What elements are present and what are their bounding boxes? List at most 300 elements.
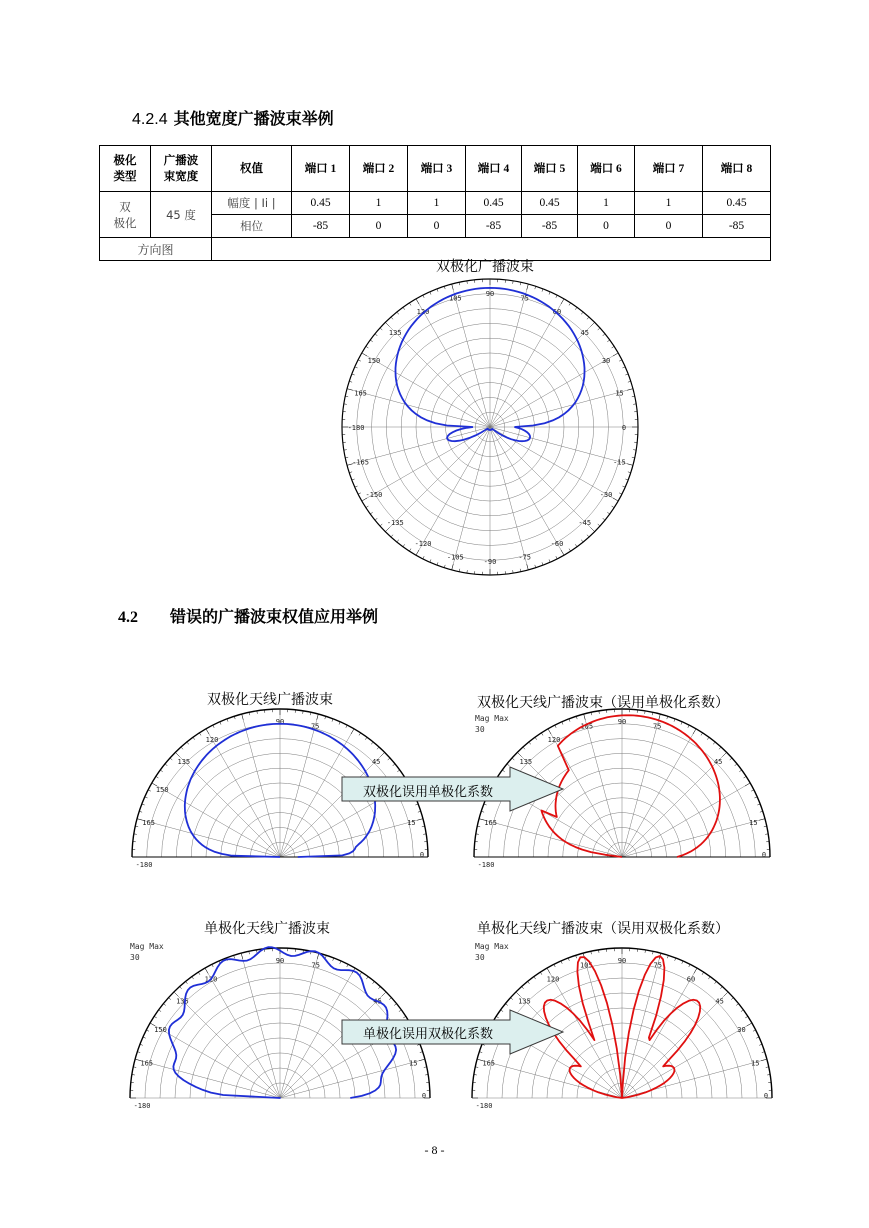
grid-spoke xyxy=(206,729,280,857)
tick xyxy=(391,535,393,537)
table-cell: 1 xyxy=(408,192,466,215)
tick xyxy=(192,977,194,979)
angle-label: 30 xyxy=(601,357,611,365)
angle-label: 15 xyxy=(749,818,758,827)
tick xyxy=(206,729,209,734)
tick xyxy=(371,742,373,744)
table-cell: 0 xyxy=(578,215,635,238)
angle-label: 75 xyxy=(652,722,662,731)
tick xyxy=(569,549,571,552)
table-cell: 0 xyxy=(350,215,408,238)
tick xyxy=(430,292,431,295)
tick xyxy=(590,322,594,326)
angle-label: 75 xyxy=(311,961,320,970)
tick xyxy=(394,1004,396,1006)
tick xyxy=(575,307,577,309)
tick xyxy=(377,747,379,749)
tick xyxy=(505,1004,507,1006)
angle-label: 105 xyxy=(579,961,593,970)
tick xyxy=(373,981,375,983)
angle-label: -180 xyxy=(133,1102,151,1108)
header-port: 端口 3 xyxy=(408,146,466,192)
grid-spoke xyxy=(280,1059,425,1098)
table-cell: 1 xyxy=(578,192,635,215)
tick xyxy=(613,353,618,356)
tick xyxy=(380,524,382,526)
tick xyxy=(391,317,393,319)
tick xyxy=(761,1059,767,1061)
angle-label: 75 xyxy=(653,961,662,970)
tick xyxy=(745,1016,748,1018)
angle-label: 135 xyxy=(177,757,191,766)
tick xyxy=(366,977,368,979)
tick xyxy=(380,328,382,330)
tick xyxy=(397,312,399,314)
header-polarization: 极化 类型 xyxy=(100,146,151,192)
section-number: 4.2.4 xyxy=(132,111,168,128)
angle-label: -180 xyxy=(347,424,365,432)
angle-label: 120 xyxy=(204,975,218,984)
angle-label: 165 xyxy=(482,1059,496,1068)
tick xyxy=(547,968,550,973)
tick xyxy=(736,1004,738,1006)
section2-number: 4.2 xyxy=(118,609,138,626)
tick xyxy=(512,758,514,760)
tick xyxy=(540,972,542,975)
tick xyxy=(581,312,583,314)
grid-spoke xyxy=(622,783,750,857)
tick xyxy=(193,737,195,739)
table-cell: 0.45 xyxy=(466,192,522,215)
pattern-row xyxy=(100,238,771,261)
angle-label: 165 xyxy=(140,1059,154,1068)
header-port: 端口 6 xyxy=(578,146,635,192)
tick xyxy=(584,714,586,720)
tick xyxy=(382,992,386,996)
tick xyxy=(419,1059,425,1061)
angle-label: 45 xyxy=(713,757,723,766)
grid-spoke xyxy=(205,968,280,1098)
header-port: 端口 8 xyxy=(703,146,771,192)
tick xyxy=(735,764,737,766)
angle-label: 120 xyxy=(416,307,430,316)
angle-label: 0 xyxy=(621,424,627,432)
table-cell: -85 xyxy=(703,215,771,238)
table-cell: 0 xyxy=(408,215,466,238)
tick xyxy=(549,292,550,295)
tick xyxy=(561,299,564,304)
grid-spoke xyxy=(490,427,595,532)
angle-label: 165 xyxy=(354,389,367,398)
tick xyxy=(181,747,183,749)
grid-spoke xyxy=(622,968,697,1098)
table-header-row xyxy=(100,146,771,192)
tick xyxy=(603,334,605,336)
tick xyxy=(416,550,419,555)
arrow-label: 单极化误用双极化系数 xyxy=(363,1027,494,1042)
grid-spoke xyxy=(490,389,633,427)
tick xyxy=(154,1016,157,1018)
row-label: 幅度 | Ii | xyxy=(212,192,292,215)
header-port: 端口 4 xyxy=(466,146,522,192)
tick xyxy=(378,987,380,989)
tick xyxy=(529,742,531,744)
angle-label: 90 xyxy=(617,957,627,965)
grid-spoke xyxy=(490,427,564,555)
tick xyxy=(423,295,424,298)
tick xyxy=(619,360,622,361)
tick xyxy=(198,972,200,975)
angle-label: 15 xyxy=(751,1059,760,1068)
tick xyxy=(241,953,243,959)
tick xyxy=(719,747,721,749)
angle-label: 75 xyxy=(310,722,320,731)
grid-spoke xyxy=(622,819,765,857)
angle-label: 45 xyxy=(715,997,724,1006)
angle-label: 150 xyxy=(154,1026,167,1034)
tick xyxy=(370,512,372,514)
grid-spoke xyxy=(385,322,490,427)
angle-label: -105 xyxy=(446,553,464,562)
tick xyxy=(170,758,172,760)
tick xyxy=(362,353,367,356)
tick xyxy=(355,486,358,487)
tick xyxy=(622,486,625,487)
table-row xyxy=(100,192,771,215)
angle-label: 45 xyxy=(371,757,381,766)
tick xyxy=(409,303,411,306)
page-number: - 8 - xyxy=(424,1143,445,1157)
tick xyxy=(358,360,361,361)
tick xyxy=(360,972,362,975)
grid-spoke xyxy=(416,427,490,555)
tick xyxy=(370,340,372,342)
tick xyxy=(731,998,733,1000)
angle-label: 60 xyxy=(686,975,696,984)
grid-spoke xyxy=(584,714,622,857)
header-beamwidth: 广播波 束宽度 xyxy=(151,146,212,192)
angle-label: -30 xyxy=(599,491,613,499)
grid-spoke xyxy=(622,953,661,1098)
tick xyxy=(707,737,709,739)
tick xyxy=(702,972,704,975)
grid-spoke xyxy=(347,389,490,427)
tick xyxy=(607,512,609,514)
tick xyxy=(598,524,600,526)
angle-label: 105 xyxy=(580,722,594,731)
grid-spoke xyxy=(137,819,280,857)
angle-label: 45 xyxy=(580,329,589,338)
tick xyxy=(359,733,361,736)
tick xyxy=(317,953,319,959)
beamwidth-cell: 45 度 xyxy=(151,192,212,238)
tick xyxy=(627,389,633,391)
tick xyxy=(165,764,167,766)
header-port: 端口 7 xyxy=(635,146,703,192)
arrow-label: 双极化误用单极化系数 xyxy=(363,785,494,800)
grid-spoke xyxy=(622,1023,752,1098)
angle-label: 150 xyxy=(155,786,169,794)
tick xyxy=(242,714,244,720)
grid-spoke xyxy=(416,299,490,427)
tick xyxy=(741,1010,743,1012)
grid-spoke xyxy=(490,284,528,427)
tick xyxy=(385,527,389,531)
angle-label: 30 xyxy=(737,1026,746,1034)
tick xyxy=(375,518,377,520)
angle-label: -135 xyxy=(386,518,404,527)
angle-label: -180 xyxy=(135,861,153,869)
tick xyxy=(416,299,419,304)
tick xyxy=(739,770,741,772)
tick xyxy=(701,733,703,736)
angle-label: 90 xyxy=(275,957,285,965)
tick xyxy=(375,334,377,336)
tick xyxy=(358,493,361,494)
tick xyxy=(403,307,405,309)
tick xyxy=(715,981,717,983)
table-cell: 0 xyxy=(635,215,703,238)
angle-label: 135 xyxy=(519,757,533,766)
tick xyxy=(511,998,513,1000)
angle-label: -150 xyxy=(365,491,383,499)
tick xyxy=(517,752,521,756)
angle-label: 0 xyxy=(419,851,425,859)
grid-spoke xyxy=(490,427,528,570)
section2-heading xyxy=(118,604,378,627)
angle-label: -45 xyxy=(578,518,592,527)
table-cell: 1 xyxy=(350,192,408,215)
grid-spoke xyxy=(622,752,727,857)
tick xyxy=(603,518,605,520)
tick xyxy=(587,317,589,319)
angle-label: 165 xyxy=(142,818,155,827)
tick xyxy=(549,559,550,562)
table-cell: -85 xyxy=(466,215,522,238)
tick xyxy=(613,498,618,501)
angle-label: -120 xyxy=(414,540,432,549)
tick xyxy=(516,992,520,996)
main-chart-title: 双极化广播波束 xyxy=(436,259,534,275)
angle-label: 15 xyxy=(409,1059,418,1068)
angle-label: 150 xyxy=(367,357,381,365)
angle-label: 135 xyxy=(518,997,531,1006)
tick xyxy=(169,998,171,1000)
tick xyxy=(561,550,564,555)
tick xyxy=(365,737,367,739)
tick xyxy=(581,540,583,542)
tick xyxy=(403,544,405,546)
tick xyxy=(548,729,551,734)
grid-spoke xyxy=(242,714,280,857)
tick xyxy=(317,714,319,720)
angle-label: -60 xyxy=(550,540,564,549)
angle-label: -180 xyxy=(475,1102,493,1108)
grid-spoke xyxy=(241,953,280,1098)
tick xyxy=(659,714,661,720)
angle-label: -180 xyxy=(477,861,495,869)
tick xyxy=(389,998,391,1000)
angle-label: 90 xyxy=(275,718,285,726)
grid-spoke xyxy=(490,299,564,427)
header-port: 端口 1 xyxy=(292,146,350,192)
tick xyxy=(556,556,557,559)
tick xyxy=(409,549,411,552)
grid-spoke xyxy=(452,284,490,427)
tick xyxy=(722,752,726,756)
angle-label: 105 xyxy=(448,294,462,303)
table-cell: -85 xyxy=(522,215,578,238)
angle-label: 135 xyxy=(176,997,189,1006)
tick xyxy=(759,819,765,821)
section-title: 其他宽度广播波束举例 xyxy=(173,109,334,128)
table-cell: 0.45 xyxy=(522,192,578,215)
grid-spoke xyxy=(174,992,280,1098)
tick xyxy=(380,752,384,756)
grid-spoke xyxy=(479,819,622,857)
tick xyxy=(452,284,454,290)
angle-label: -90 xyxy=(483,558,497,566)
chart-title: 单极化天线广播波束 xyxy=(204,921,330,937)
tick xyxy=(385,322,389,326)
tick xyxy=(612,346,615,348)
grid-spoke xyxy=(622,714,660,857)
row-label: 相位 xyxy=(212,215,292,238)
grid-spoke xyxy=(490,322,595,427)
tick xyxy=(569,303,571,306)
tick xyxy=(366,346,369,348)
angle-label: 45 xyxy=(373,997,382,1006)
grid-spoke xyxy=(490,353,618,427)
header-weight: 权值 xyxy=(212,146,292,192)
pattern-label: 方向图 xyxy=(100,238,212,261)
angle-label: 15 xyxy=(615,389,624,398)
grid-spoke xyxy=(280,714,318,857)
tick xyxy=(528,981,530,983)
tick xyxy=(612,506,615,508)
tick xyxy=(744,776,747,778)
tick xyxy=(527,284,529,290)
tick xyxy=(522,987,524,989)
main-polar-chart xyxy=(340,272,640,577)
tick xyxy=(730,758,732,760)
section2-title: 错误的广播波束权值应用举例 xyxy=(170,607,379,626)
tick xyxy=(180,987,182,989)
tick xyxy=(397,540,399,542)
angle-label: 15 xyxy=(407,818,416,827)
section-heading xyxy=(132,106,334,129)
tick xyxy=(713,742,715,744)
tick xyxy=(423,556,424,559)
angle-label: 0 xyxy=(761,851,767,859)
tick xyxy=(187,742,189,744)
tick xyxy=(175,752,179,756)
tick xyxy=(347,389,353,391)
angle-label: -15 xyxy=(613,458,626,467)
tick xyxy=(575,544,577,546)
tick xyxy=(388,758,390,760)
grid-spoke xyxy=(152,783,280,857)
header-port: 端口 2 xyxy=(350,146,408,192)
tick xyxy=(205,968,208,973)
polarization-cell: 双 极化 xyxy=(100,192,151,238)
angle-label: 75 xyxy=(520,294,529,303)
tick xyxy=(627,464,633,466)
grid-spoke xyxy=(490,427,633,465)
angle-label: 60 xyxy=(552,307,562,316)
tick xyxy=(355,367,358,368)
grid-spoke xyxy=(362,353,490,427)
table-cell: 0.45 xyxy=(292,192,350,215)
angle-label: 120 xyxy=(547,736,561,745)
tick xyxy=(156,776,159,778)
angle-label: 0 xyxy=(763,1092,769,1100)
tick xyxy=(535,737,537,739)
tick xyxy=(587,535,589,537)
tick xyxy=(523,747,525,749)
tick xyxy=(186,981,188,983)
tick xyxy=(622,367,625,368)
angle-label: -75 xyxy=(518,553,532,562)
tick xyxy=(747,1023,752,1026)
mag-max-label: Mag Max 30 xyxy=(475,942,509,962)
tick xyxy=(693,729,696,734)
chart-title: 双极化天线广播波束（误用单极化系数） xyxy=(477,695,729,711)
tick xyxy=(199,733,201,736)
grid-spoke xyxy=(175,752,280,857)
tick xyxy=(366,506,369,508)
mag-max-label: Mag Max 30 xyxy=(475,714,509,734)
tick xyxy=(708,977,710,979)
tick xyxy=(163,1004,165,1006)
tick xyxy=(598,328,600,330)
tick xyxy=(160,770,162,772)
chart-title: 双极化天线广播波束 xyxy=(207,692,333,708)
tick xyxy=(745,783,750,786)
grid-spoke xyxy=(622,729,696,857)
chart-title: 单极化天线广播波束（误用双极化系数） xyxy=(477,921,729,937)
tick xyxy=(452,564,454,570)
tick xyxy=(417,819,423,821)
tick xyxy=(527,564,529,570)
header-port: 端口 5 xyxy=(522,146,578,192)
table-cell: 0.45 xyxy=(703,192,771,215)
tick xyxy=(351,729,354,734)
mag-max-label: Mag Max 30 xyxy=(130,942,164,962)
angle-label: 90 xyxy=(617,718,627,726)
angle-label: 120 xyxy=(546,975,560,984)
grid-spoke xyxy=(452,427,490,570)
tick xyxy=(430,559,431,562)
angle-label: 120 xyxy=(205,736,219,745)
tick xyxy=(159,1010,161,1012)
grid-spoke xyxy=(280,953,319,1098)
tick xyxy=(590,527,594,531)
tick xyxy=(541,733,543,736)
weights-table xyxy=(99,145,771,261)
grid-spoke xyxy=(622,992,728,1098)
angle-label: 90 xyxy=(485,290,495,298)
angle-label: 135 xyxy=(388,329,402,338)
tick xyxy=(720,987,722,989)
table-cell: 1 xyxy=(635,192,703,215)
tick xyxy=(534,977,536,979)
tick xyxy=(607,340,609,342)
tick xyxy=(174,992,178,996)
angle-label: -165 xyxy=(352,458,369,467)
angle-label: 165 xyxy=(484,818,497,827)
tick xyxy=(556,295,557,298)
